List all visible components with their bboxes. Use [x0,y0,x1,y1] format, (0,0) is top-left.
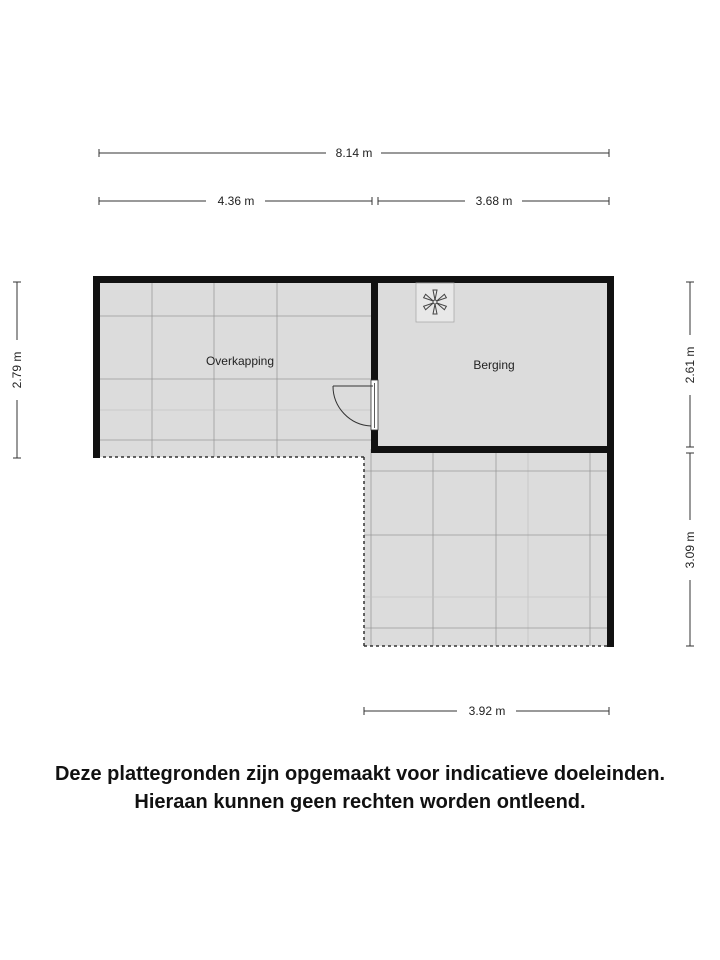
floor-overkapping [97,280,375,457]
disclaimer-line-2: Hieraan kunnen geen rechten worden ontleend. [134,791,586,813]
dim-bottom-width: 3.92 m [468,704,506,718]
fan-icon [416,283,454,322]
dim-right-lower-height: 3.09 m [683,531,697,569]
dim-right-width: 3.68 m [475,194,513,208]
disclaimer-line-1: Deze plattegronden zijn opgemaakt voor indicatieve doeleinden. [54,763,666,785]
dim-left-width: 4.36 m [217,194,255,208]
disclaimer [0,760,720,816]
dim-left-height: 2.79 m [10,351,24,389]
room-label-overkapping: Overkapping [205,354,275,368]
floor-terrace [364,449,610,646]
room-label-berging: Berging [473,358,515,372]
dim-total-width: 8.14 m [335,146,373,160]
dim-right-upper-height: 2.61 m [683,346,697,384]
